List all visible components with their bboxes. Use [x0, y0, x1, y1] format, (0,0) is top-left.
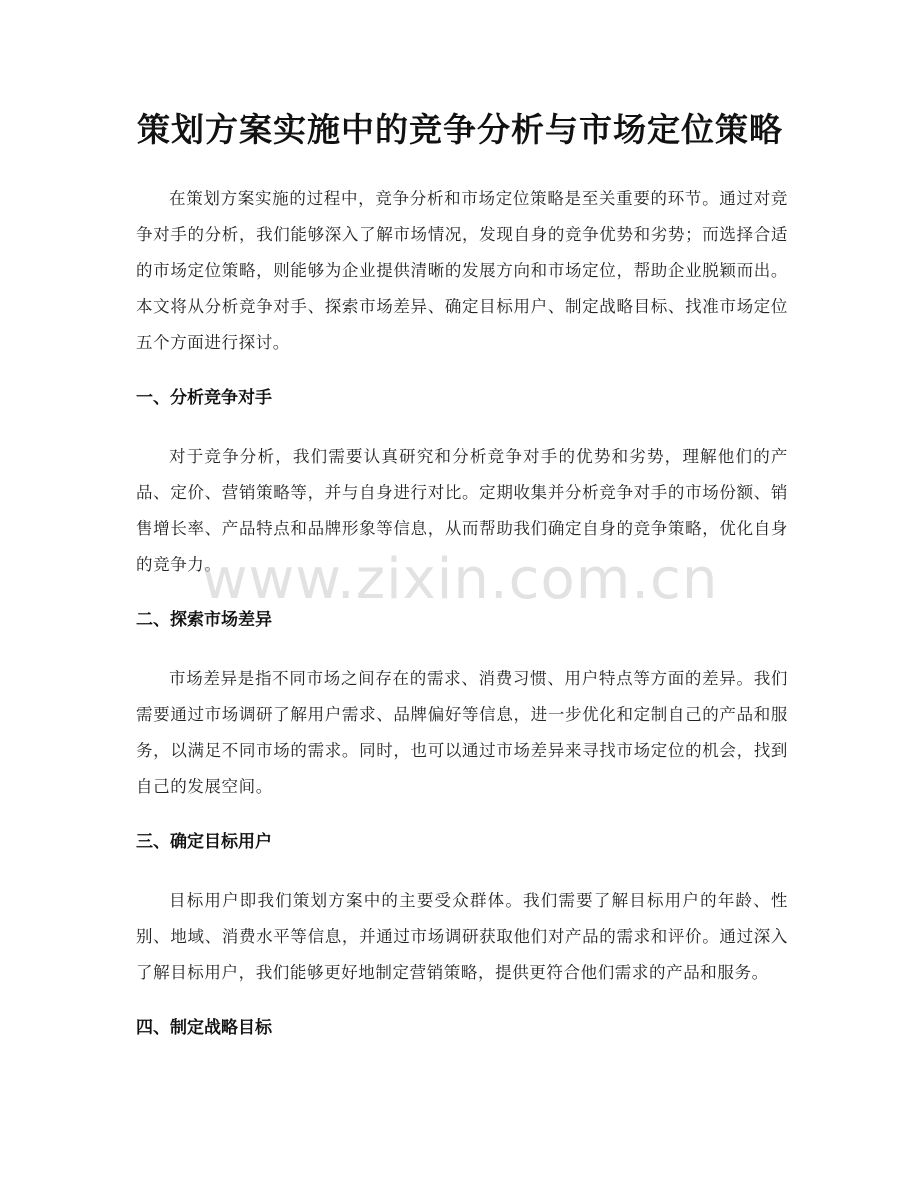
section-paragraph-3: 目标用户即我们策划方案中的主要受众群体。我们需要了解目标用户的年龄、性别、地域、消费水平等信息，并通过市场调研获取他们对产品的需求和评价。通过深入了解目标用户，我们能够更好地制定营销策略，提供更符合他们需求的产品和服务。	[136, 891, 788, 982]
section-heading-2: 二、探索市场差异	[136, 610, 272, 630]
section-paragraph-2: 市场差异是指不同市场之间存在的需求、消费习惯、用户特点等方面的差异。我们需要通过市场调研了解用户需求、品牌偏好等信息，进一步优化和定制自己的产品和服务，以满足不同市场的需求。同时，也可以通过市场差异来寻找市场定位的机会，找到自己的发展空间。	[136, 669, 788, 796]
section-heading-1: 一、分析竞争对手	[136, 388, 272, 408]
document-title: 策划方案实施中的竞争分析与市场定位策略	[137, 110, 783, 149]
section-paragraph-1: 对于竞争分析，我们需要认真研究和分析竞争对手的优势和劣势，理解他们的产品、定价、营销策略等，并与自身进行对比。定期收集并分析竞争对手的市场份额、销售增长率、产品特点和品牌形象等信息，从而帮助我们确定自身的竞争策略，优化自身的竞争力。	[136, 447, 788, 574]
watermark: www.zixin.com.cn	[201, 547, 719, 612]
section-heading-3: 三、确定目标用户	[136, 832, 272, 852]
intro-paragraph: 在策划方案实施的过程中，竞争分析和市场定位策略是至关重要的环节。通过对竞争对手的分析，我们能够深入了解市场情况，发现自身的竞争优势和劣势；而选择合适的市场定位策略，则能够为企业提供清晰的发展方向和市场定位，帮助企业脱颖而出。本文将从分析竞争对手、探索市场差异、确定目标用户、制定战略目标、找准市场定位五个方面进行探讨。	[136, 189, 788, 352]
section-heading-4: 四、制定战略目标	[136, 1018, 272, 1038]
document-body	[136, 181, 788, 1046]
